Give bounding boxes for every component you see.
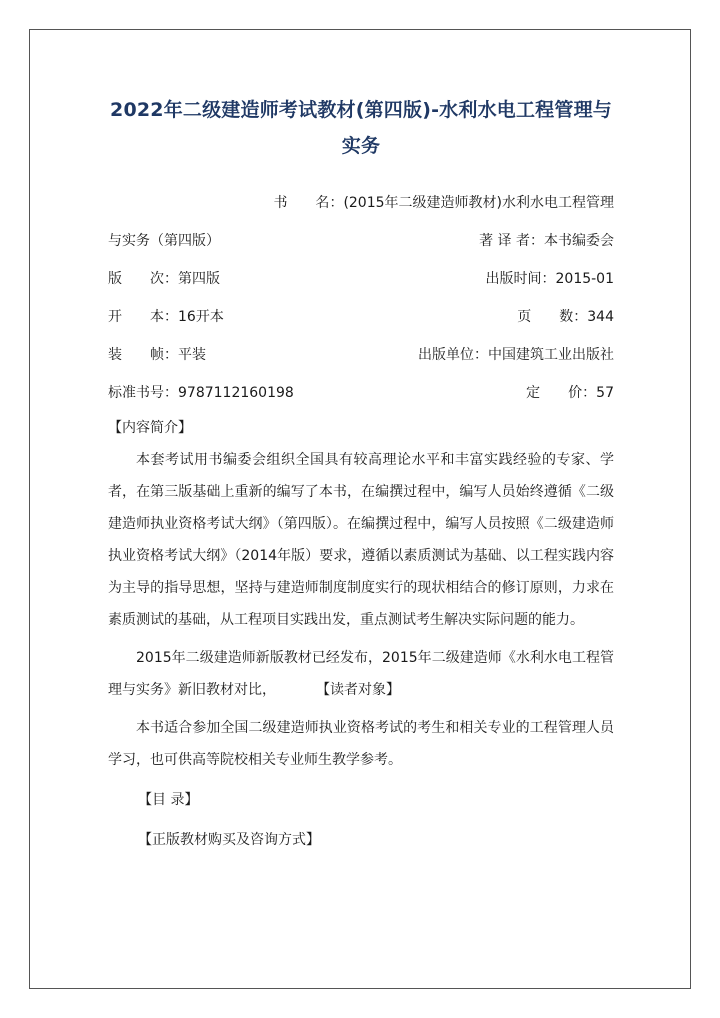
summary-paragraph-2 [108,642,614,706]
price-value: 57 [596,385,614,401]
isbn-label: 标准书号 [108,385,164,401]
pubdate-field: 出版时间：2015-01 [485,271,614,287]
edition-label: 版 次 [108,271,164,287]
isbn-row [108,374,614,412]
book-title-value: (2015年二级建造师教材)水利水电工程管理 [343,195,614,211]
format-label: 开 本 [108,309,164,325]
readers-paragraph: 本书适合参加全国二级建造师执业资格考试的考生和相关专业的工程管理人员学习，也可供高等院校相关专业师生教学参考。 [108,720,614,768]
binding-value: 平装 [178,347,206,363]
author-value: 本书编委会 [544,233,614,249]
edition-value: 第四版 [178,271,220,287]
document-title: 2022年二级建造师考试教材(第四版)-水利水电工程管理与实务 [110,99,612,157]
publisher-value: 中国建筑工业出版社 [488,347,614,363]
pubdate-label: 出版时间 [485,271,542,287]
summary-paragraph-1: 本套考试用书编委会组织全国具有较高理论水平和丰富实践经验的专家、学者，在第三版基础上重新的编写了本书，在编撰过程中，编写人员始终遵循《二级建造师执业资格考试大纲》（第四版）。在编撰过程中，编写人员按照《二级建造师执业资格考试大纲》（2014年版）要求，遵循以素质测试为基础、以工程实践内容为主导的指导思想，坚持与建造师制度制度实行的现状相结合的修订原则，力求在素质测试的基础，从工程项目实践出发，重点测试考生解决实际问题的能力。 [108,452,614,628]
isbn-field: 标准书号：9787112160198 [108,385,294,401]
author-field: 著 译 者：本书编委会 [479,233,614,249]
book-title-author-row [108,222,614,260]
book-title-value-cont: 与实务（第四版） [108,233,220,249]
readers-heading: 【读者对象】 [316,682,400,698]
binding-row [108,336,614,374]
book-title-row [108,184,614,222]
binding-field: 装 帧：平装 [108,347,206,363]
price-field: 定 价：57 [526,385,614,401]
toc-heading: 【目 录】 [138,792,199,808]
pages-value: 344 [587,309,614,325]
isbn-value: 9787112160198 [178,385,294,401]
author-label: 著 译 者 [479,233,530,249]
summary-heading: 【内容简介】 [108,420,192,436]
format-field: 开 本：16开本 [108,309,224,325]
purchase-heading: 【正版教材购买及咨询方式】 [138,832,320,848]
book-info [108,184,614,412]
format-row [108,298,614,336]
book-title-label: 书 名 [273,195,330,211]
pages-label: 页 数 [517,309,574,325]
publisher-label: 出版单位 [418,347,474,363]
pubdate-value: 2015-01 [555,271,614,287]
price-label: 定 价 [526,385,583,401]
format-value: 16开本 [178,309,224,325]
publisher-field: 出版单位：中国建筑工业出版社 [418,347,614,363]
edition-row [108,260,614,298]
edition-field: 版 次：第四版 [108,271,220,287]
pages-field: 页 数：344 [517,309,614,325]
book-title-field: 书 名：(2015年二级建造师教材)水利水电工程管理 [273,195,614,211]
document-body [108,92,614,856]
summary-paragraph-2-text: 2015年二级建造师新版教材已经发布，2015年二级建造师《水利水电工程管理与实务》新旧教材对比， [108,650,614,698]
binding-label: 装 帧 [108,347,164,363]
